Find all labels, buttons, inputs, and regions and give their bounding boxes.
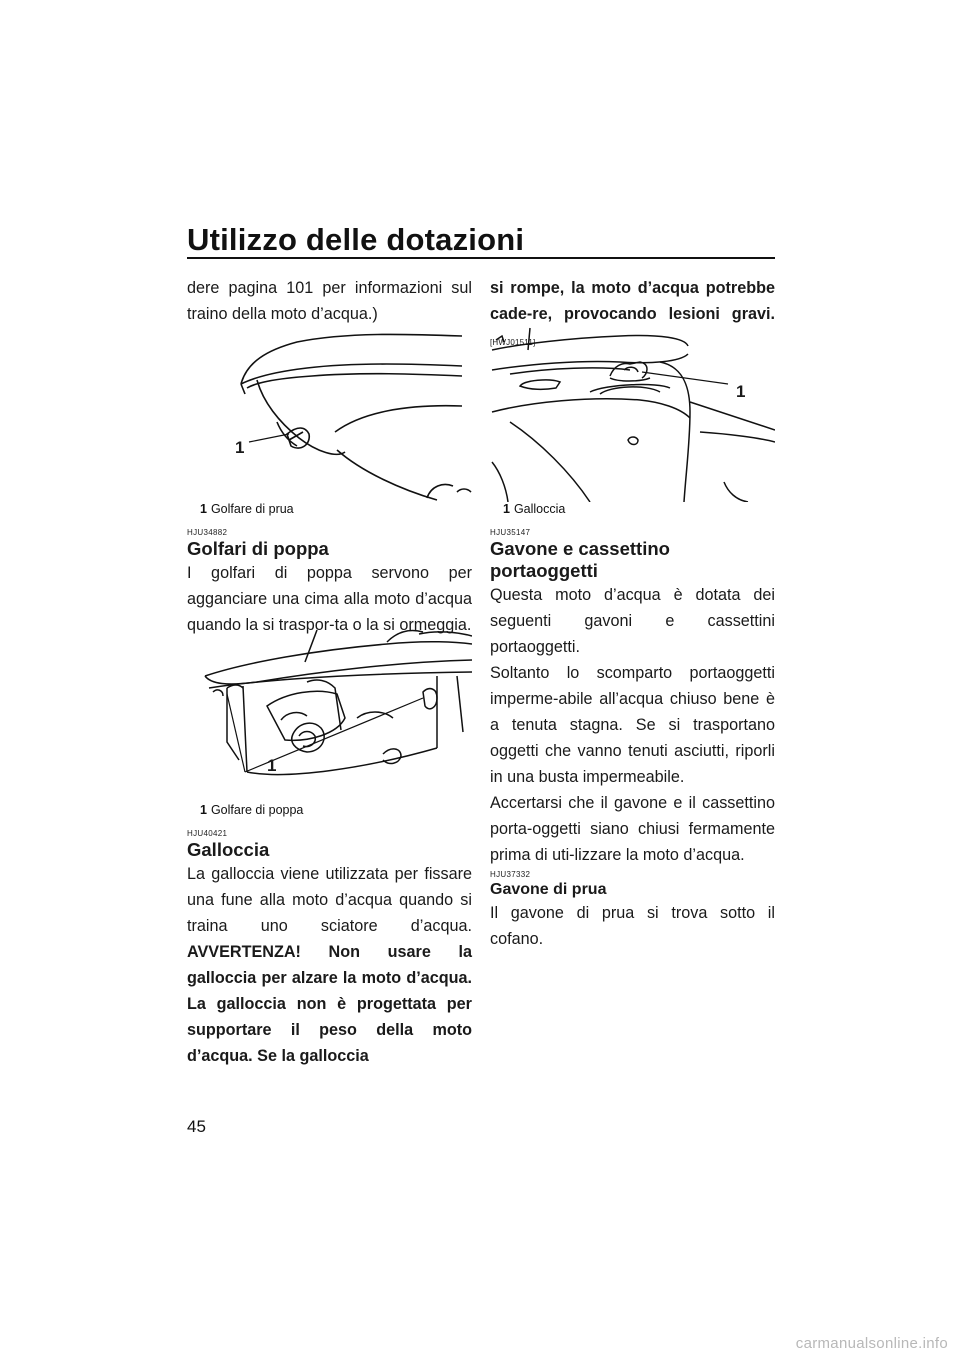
figure-cleat bbox=[490, 322, 775, 502]
section-heading: Golfari di poppa bbox=[187, 538, 329, 559]
caption-number: 1 bbox=[200, 803, 207, 817]
section-code: HJU40421 bbox=[187, 829, 228, 838]
figure3-callout: 1 bbox=[736, 382, 746, 401]
section-heading: Gavone e cassettino portaoggetti bbox=[490, 538, 670, 581]
bow-storage-paragraph: Il gavone di prua si trova sotto il cofano. bbox=[490, 904, 775, 948]
section-code: HJU34882 bbox=[187, 528, 228, 537]
storage-paragraph-1: Questa moto d’acqua è dotata dei seguenti gavoni e cassettini portaoggetti. bbox=[490, 586, 775, 656]
subsection-heading: Gavone di prua bbox=[490, 881, 607, 898]
figure1-callout: 1 bbox=[235, 438, 245, 457]
intro-paragraph: dere pagina 101 per informazioni sul traino della moto d’acqua.) bbox=[187, 279, 472, 323]
figure2-callout: 1 bbox=[267, 756, 277, 775]
figure1-caption bbox=[200, 502, 294, 516]
callout-leader-left bbox=[227, 694, 245, 772]
caption-number: 1 bbox=[503, 502, 510, 516]
section-heading: Galloccia bbox=[187, 839, 270, 860]
cleat-warning: AVVERTENZA! Non usare la galloccia per alzare la moto d’acqua. La galloccia non è progettata per supportare il peso della moto d’acqua. Se la galloccia bbox=[187, 943, 472, 1065]
warning-code: [HWJ01511] bbox=[490, 338, 536, 347]
callout-leader bbox=[249, 434, 289, 442]
bow-eye-illustration bbox=[187, 322, 472, 502]
left-intro bbox=[187, 275, 472, 327]
section-cleat bbox=[187, 829, 472, 1069]
caption-number: 1 bbox=[200, 502, 207, 516]
figure-bow-eye bbox=[187, 322, 472, 502]
stern-eyes-illustration bbox=[187, 622, 472, 802]
storage-paragraph-2: Soltanto lo scomparto portaoggetti imperme-abile all’acqua chiuso bene è a tenuta stagna. Se si trasportano oggetti che vanno tenuti asciutti, riporli in una busta impermeabile. bbox=[490, 664, 775, 786]
caption-text: Galloccia bbox=[513, 502, 566, 516]
section-code: HJU37332 bbox=[490, 870, 531, 879]
cleat-illustration bbox=[490, 322, 775, 502]
section-storage bbox=[490, 528, 775, 952]
watermark: carmanualsonline.info bbox=[795, 1335, 948, 1352]
figure3-caption bbox=[503, 502, 565, 516]
section-code: HJU35147 bbox=[490, 528, 531, 537]
cleat-text: La galloccia viene utilizzata per fissare una fune alla moto d’acqua quando si traina uno sciatore d’acqua. bbox=[187, 865, 472, 935]
page-number: 45 bbox=[187, 1117, 206, 1136]
figure2-caption bbox=[200, 803, 303, 817]
caption-text: Golfare di prua bbox=[210, 502, 294, 516]
figure-stern-eyes bbox=[187, 622, 472, 802]
warning-text: si rompe, la moto d’acqua potrebbe cade-re, provocando lesioni gravi. bbox=[490, 279, 775, 323]
caption-text: Golfare di poppa bbox=[210, 803, 304, 817]
section-paragraph: I golfari di poppa servono per agganciare una cima alla moto d’acqua quando la si traspor-ta o la si ormeggia. bbox=[187, 564, 472, 634]
storage-paragraph-3: Accertarsi che il gavone e il cassettino porta-oggetti siano chiusi fermamente prima di uti-lizzare la moto d’acqua. bbox=[490, 794, 775, 864]
page-title: Utilizzo delle dotazioni bbox=[187, 222, 525, 257]
title-rule bbox=[187, 257, 775, 259]
section-paragraph bbox=[187, 861, 472, 1069]
